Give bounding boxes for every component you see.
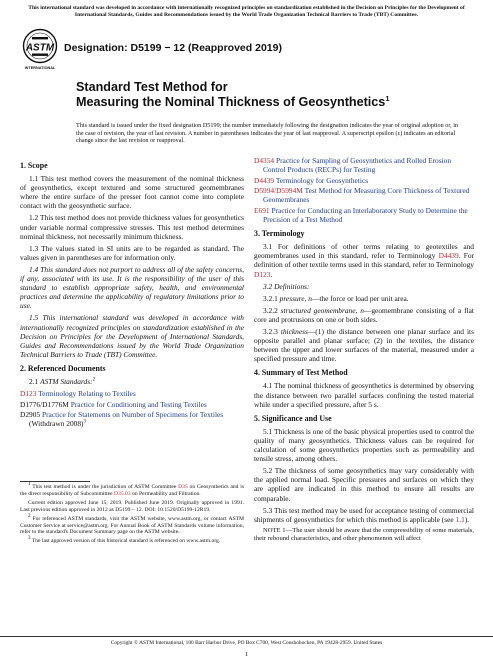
para-1-2: 1.2 This test method does not provide thickness values for geosynthetics under variable normal compressive stresses. This test method determines nominal thickness, not necessarily minimum thickness.	[20, 213, 244, 241]
ref-d1776-title-link[interactable]: Practice for Conditioning and Testing Textiles	[70, 399, 207, 409]
footnote-3: $^3$ The last approved version of this historical standard is referenced on www.astm.org.	[28, 536, 221, 545]
footnote-1-edition: Current edition approved June 15, 2019. Published June 2019. Originally approved in 1991. Last previous edition approved in 2012 as D5199 – 12. DOI: 10.1520/D5199-12R19.	[20, 499, 244, 513]
left-column	[20, 156, 244, 430]
ref-d2905: D2905 Practice for Statements on Number of Specimens for Textiles (Withdrawn 2008)$^3$	[20, 410, 224, 429]
para-5-2: 5.2 The thickness of some geosynthetics may vary considerably with the applied normal load. Specific pressures and surfaces on which they are applied are indicated in this method to ensure all results are comparable.	[254, 466, 474, 503]
ref-e691-code-link[interactable]: E691	[254, 205, 270, 215]
title-line-2: Measuring the Nominal Thickness of Geosynthetics$^1$	[76, 93, 390, 109]
ref-e691	[254, 206, 474, 224]
copyright: Copyright © ASTM International, 100 Barr Harbor Drive, PO Box C700, West Conshohocken, PA 19428-2959. United States	[110, 640, 383, 646]
ref-d4354	[254, 156, 474, 174]
para-3-2-1: 3.2.1 pressure, n—the force or load per unit area.	[263, 293, 409, 303]
ref-d4439	[254, 176, 474, 185]
para-1-5: 1.5 This international standard was developed in accordance with internationally recognized principles on standardization established in the Decision on Principles for the Development of International Standards, Guides and Recommendations issued by the World Trade Organization Technical Barriers to Trade (TBT) Committee.	[20, 313, 244, 359]
ref-d2905-code: D2905	[20, 410, 41, 420]
ref-d123-title-link[interactable]: Terminology Relating to Textiles	[38, 389, 136, 399]
standard-note: This standard is issued under the fixed designation D5199; the number immediately following the designation indicates the year of original adoption or, in the case of revision, the year of last revision. A number in parentheses indicates the year of last reapproval. A superscript epsilon (ε) indicates an editorial change since the last revision or reapproval.	[76, 122, 459, 145]
ref-d4439-title-link[interactable]: Terminology for Geosynthetics	[275, 175, 369, 185]
section-4-heading: 4. Summary of Test Method	[254, 368, 348, 378]
designation: Designation: D5199 − 12 (Reapproved 2019)	[64, 42, 282, 54]
section-3-heading: 3. Terminology	[254, 229, 305, 239]
para-1-1: 1.1 This test method covers the measurement of the nominal thickness of geosynthetics, except textured and some structured geomembranes where the entire surface of the presser foot cannot come into complete contact with the geosynthetic surface.	[20, 174, 244, 211]
para-3-2-3: 3.2.3 thickness—(1) the distance between one planar surface and its opposite parallel and planar surface; (2) in the textiles, the distance between the upper and lower surfaces of the material, measured under a specified pressure and time.	[254, 327, 474, 364]
para-1-4: 1.4 This standard does not purport to address all of the safety concerns, if any, associated with its use. It is the responsibility of the user of this standard to establish appropriate safety, health, and environmental practices and determine the applicability of regulatory limitations prior to use.	[20, 264, 244, 311]
para-2-1: 2.1 ASTM Standards:$^2$	[29, 376, 96, 386]
right-column	[254, 156, 474, 546]
footnote-1: $^1$ This test method is under the jurisdiction of ASTM Committee D35 on Geosynthetics and is the direct responsibility of Subcommittee D35.03 on Permeability and Filtration.	[20, 482, 244, 497]
committee-d35-link[interactable]: D35	[178, 484, 188, 490]
document-title	[76, 80, 390, 110]
ref-d4354-code-link[interactable]: D4354	[254, 156, 275, 165]
logo-text: INTERNATIONAL	[24, 66, 56, 70]
footnotes	[20, 484, 244, 547]
ref-d1776-code: D1776/D1776M	[20, 399, 69, 409]
title-line-1: Standard Test Method for	[76, 80, 228, 94]
para-3-2: 3.2 Definitions:	[263, 281, 310, 291]
terminology-d123-link[interactable]: D123	[254, 269, 271, 279]
para-4-1: 4.1 The nominal thickness of geosynthetics is determined by observing the distance between two parallel surfaces confining the tested material while under a specified pressure, after 5 s.	[254, 381, 474, 409]
note-1: NOTE 1—The user should be aware that the compressibility of some materials, their rebound characteristics, and other phenomenon will affect	[254, 526, 474, 542]
section-2-heading: 2. Referenced Documents	[20, 363, 106, 373]
ref-e691-title-link[interactable]: Practice for Conducting an Interlaboratory Study to Determine the Precision of a Test Method	[263, 205, 468, 225]
ref-d1776	[20, 400, 244, 409]
section-1-1-link[interactable]: 1.1	[455, 514, 465, 524]
ref-d4439-code-link[interactable]: D4439	[254, 175, 275, 185]
subcommittee-d3503-link[interactable]: D35.03	[114, 490, 131, 497]
ref-d5994-title-link[interactable]: Test Method for Measuring Core Thickness of Textured Geomembranes	[263, 186, 470, 205]
ref-d123	[20, 389, 244, 398]
tbt-notice: This international standard was developed in accordance with internationally recognized principles on standardization established in the Decision on Principles for the Development of International Standards, Guides and Recommendations issued by the World Trade Organization Technical Barriers to Trade (TBT) Committee.	[28, 5, 465, 18]
ref-d5994	[254, 186, 474, 204]
ref-d4354-title-link[interactable]: Practice for Sampling of Geosynthetics and Rolled Erosion Control Products (RECPs) for Testing	[263, 156, 452, 175]
ref-d123-code-link[interactable]: D123	[20, 389, 37, 399]
para-3-1: 3.1 For definitions of other terms relating to geotextiles and geomembranes used in this standard, refer to Terminology D4439. For definition of other textile terms used in this standard, refer to Terminology D123.	[254, 242, 474, 279]
footnote-2: $^2$ For referenced ASTM standards, visit the ASTM website, www.astm.org, or contact ASTM Customer Service at service@astm.org. For Annual Book of ASTM Standards volume information, refer to the standard's Document Summary page on the ASTM website.	[20, 513, 244, 536]
section-5-heading: 5. Significance and Use	[254, 413, 332, 423]
ref-d5994-code-link[interactable]: D5994/D5994M	[254, 186, 303, 196]
para-3-2-2: 3.2.2 structured geomembrane, n—geomembrane consisting of a flat core and protrusions on one or both sides.	[254, 305, 474, 324]
ref-d2905-title-link[interactable]: Practice for Statements on Number of Specimens for Textiles	[41, 410, 224, 420]
svg-text:ASTM: ASTM	[25, 42, 55, 54]
page-number: 1	[244, 651, 249, 658]
section-1-heading: 1. Scope	[20, 161, 48, 170]
para-1-3: 1.3 The values stated in SI units are to be regarded as standard. The values given in parentheses are for information only.	[20, 243, 244, 262]
para-5-3: 5.3 This test method may be used for acceptance testing of commercial shipments of geosynthetics for which this method is applicable (see 1.1).	[254, 505, 474, 524]
astm-logo	[22, 28, 58, 72]
terminology-d4439-link[interactable]: D4439	[438, 251, 459, 261]
para-5-1: 5.1 Thickness is one of the basic physical properties used to control the quality of many geosynthetics. Thickness values can be required for calculation of some geosynthetics properties such as permeability and tensile stress, among others.	[254, 426, 474, 464]
footer-rule	[0, 636, 493, 637]
